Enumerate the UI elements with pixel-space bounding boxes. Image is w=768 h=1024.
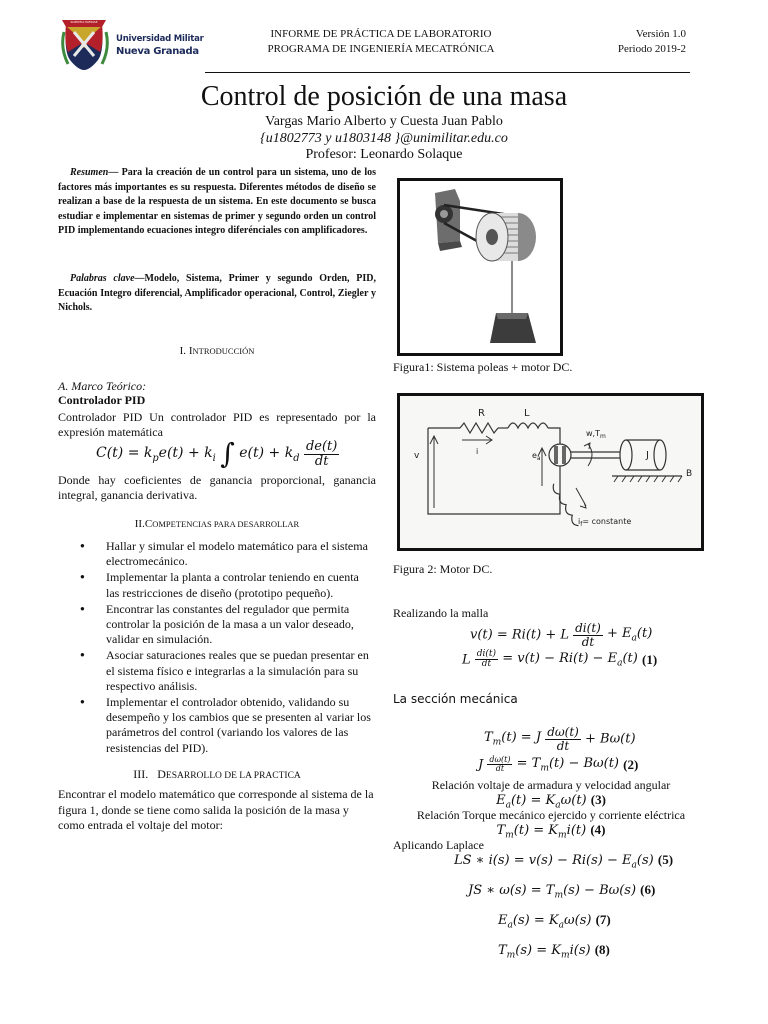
mech-heading: La sección mecánica (393, 692, 518, 706)
abstract-label: Resumen (70, 167, 109, 178)
realizando-text: Realizando la malla (393, 606, 489, 620)
abstract-dash: — (108, 167, 122, 178)
section-competencias: II.COMPETENCIAS PARA DESARROLLAR (134, 518, 300, 530)
subsection-marco-teorico: A. Marco Teórico: (58, 379, 147, 393)
label-B: B (686, 469, 693, 479)
equation-7: $E_a(s) = K_a\omega(s)$ (7) (498, 912, 611, 931)
logo-banner: SCIENTIA PATRIAE (70, 20, 98, 24)
label-if: i (578, 517, 581, 526)
label-R: R (478, 408, 485, 419)
section-desarrollo: III. DESARROLLO DE LA PRACTICA (133, 767, 301, 781)
svg-text:if= constante: $i_f=$ constante (578, 517, 632, 528)
pid-text: Controlador PID Un controlador PID es representado por la expresión matemática (58, 410, 376, 439)
paper-title: Control de posición de una masa (200, 81, 568, 112)
svg-text:w,Tm: $w,T_m$ (586, 429, 606, 440)
keywords (58, 272, 376, 316)
keywords-label: Palabras clave (70, 273, 135, 284)
equation-8: $T_m(s) = K_mi(s)$ (8) (498, 942, 610, 961)
list-item: ● Implementar la planta a controlar teniendo en cuenta las restricciones de diseño (prototipo pequeño). (106, 570, 374, 600)
header-rule (205, 72, 690, 73)
list-item: ● Implementar el controlador obtenido, validando su desempeño y los cambios que se presenten al variar los parámetros del control (variando los valores de las resistencias del PID). (106, 695, 374, 756)
label-v: v (414, 451, 420, 461)
list-item: ● Hallar y simular el modelo matemático para el sistema electromecánico. (106, 539, 374, 569)
header-line1: INFORME DE PRÁCTICA DE LABORATORIO (270, 28, 492, 40)
section3-text: Encontrar el modelo matemático que corresponde al sistema de la figura 1, donde se tiene como salida la posición de la masa y como entrada el voltaje del motor: (58, 787, 374, 832)
version-block (600, 27, 686, 57)
equation-4: $T_m(t) = K_mi(t)$ (4) (496, 822, 606, 841)
emails: {u1802773 y u1803148 }@unimilitar.edu.co (260, 131, 508, 146)
svg-text:ea: $e_a$ (532, 451, 541, 462)
equation-torque: $T_m(t) = J$ $\frac{d\omega(t)}{dt}$ + Bω(t) (484, 725, 636, 753)
university-logo (54, 12, 204, 74)
figure2-image (397, 393, 704, 551)
competencias-list (106, 539, 374, 757)
keywords-text: —Modelo, Sistema, Primer y segundo Orden, PID, Ecuación Integro diferencial, Amplificador operacional, Control, Ziegler y Nichols. (58, 273, 376, 313)
abstract-text: Para la creación de un control para un sistema, uno de los factores más importantes es su respuesta. Diferentes métodos de diseño se realizan a base de la respuesta de un sistema. En este documento se busca estudiar e implementar en sistemas de primer y segundo orden un control PID implementando ecuaciones integro diferénciales con amplificadores. (58, 167, 377, 236)
equation-2: J $\frac{d\omega(t)}{dt}$ = $T_m(t) - B\omega(t)$ (2) (478, 755, 639, 774)
version: Versión 1.0 (635, 28, 686, 40)
report-header (226, 27, 536, 57)
pid-equation: $C(t) = k_pe(t) + k_i$ ∫ $e(t) + k_d$ $\frac{de(t)}{dt}$ (96, 437, 338, 471)
label-L: L (524, 408, 530, 419)
equation-mesh: v(t) = Ri(t) + L $\frac{di(t)}{dt}$ + $E_a(t)$ (470, 621, 653, 649)
list-item: ● Encontrar las constantes del regulador que permita controlar la posición de la masa a un valor deseado, validar en simulación. (106, 602, 374, 648)
logo-line1: Universidad Militar (116, 34, 204, 44)
laplace-text: Aplicando Laplace (393, 838, 484, 852)
equation-1: L $\frac{di(t)}{dt}$ = $v(t) - Ri(t) - E_a(t)$ (1) (462, 649, 658, 670)
header-line2: PROGRAMA DE INGENIERÍA MECATRÓNICA (267, 43, 495, 55)
period: Periodo 2019-2 (617, 43, 686, 55)
authors: Vargas Mario Alberto y Cuesta Juan Pablo (265, 114, 503, 129)
figure1-image (397, 178, 563, 356)
relation-1: Relación voltaje de armadura y velocidad angular (431, 778, 671, 792)
figure2-caption: Figura 2: Motor DC. (393, 562, 493, 576)
relation-2: Relación Torque mecánico ejercido y corriente eléctrica (416, 808, 686, 822)
pid-after: Donde hay coeficientes de ganancia proporcional, ganancia integral, ganancia derivativa. (58, 473, 376, 502)
list-item: ● Asociar saturaciones reales que se puedan presentar en el sistema físico e integrarlas a la simulación para su respectivo análisis. (106, 648, 374, 694)
section-introduction: I. INTRODUCCIÓN (179, 345, 255, 357)
label-i: i (476, 447, 479, 456)
equation-5: LS ∗ $i(s) = v(s) - Ri(s) - E_a(s)$ (5) (454, 852, 674, 871)
logo-line2: Nueva Granada (116, 46, 199, 57)
label-J: J (646, 450, 649, 461)
equation-6: JS ∗ $\omega(s) = T_m(s) - B\omega(s)$ (6) (468, 882, 656, 901)
equation-3: $E_a(t) = K_a\omega(t)$ (3) (496, 792, 606, 811)
figure1-caption: Figura1: Sistema poleas + motor DC. (393, 360, 573, 374)
pid-heading: Controlador PID (58, 393, 146, 407)
professor: Profesor: Leonardo Solaque (305, 147, 463, 162)
label-w: w,T (586, 429, 600, 438)
abstract (58, 166, 376, 239)
label-ea: e (532, 451, 537, 460)
